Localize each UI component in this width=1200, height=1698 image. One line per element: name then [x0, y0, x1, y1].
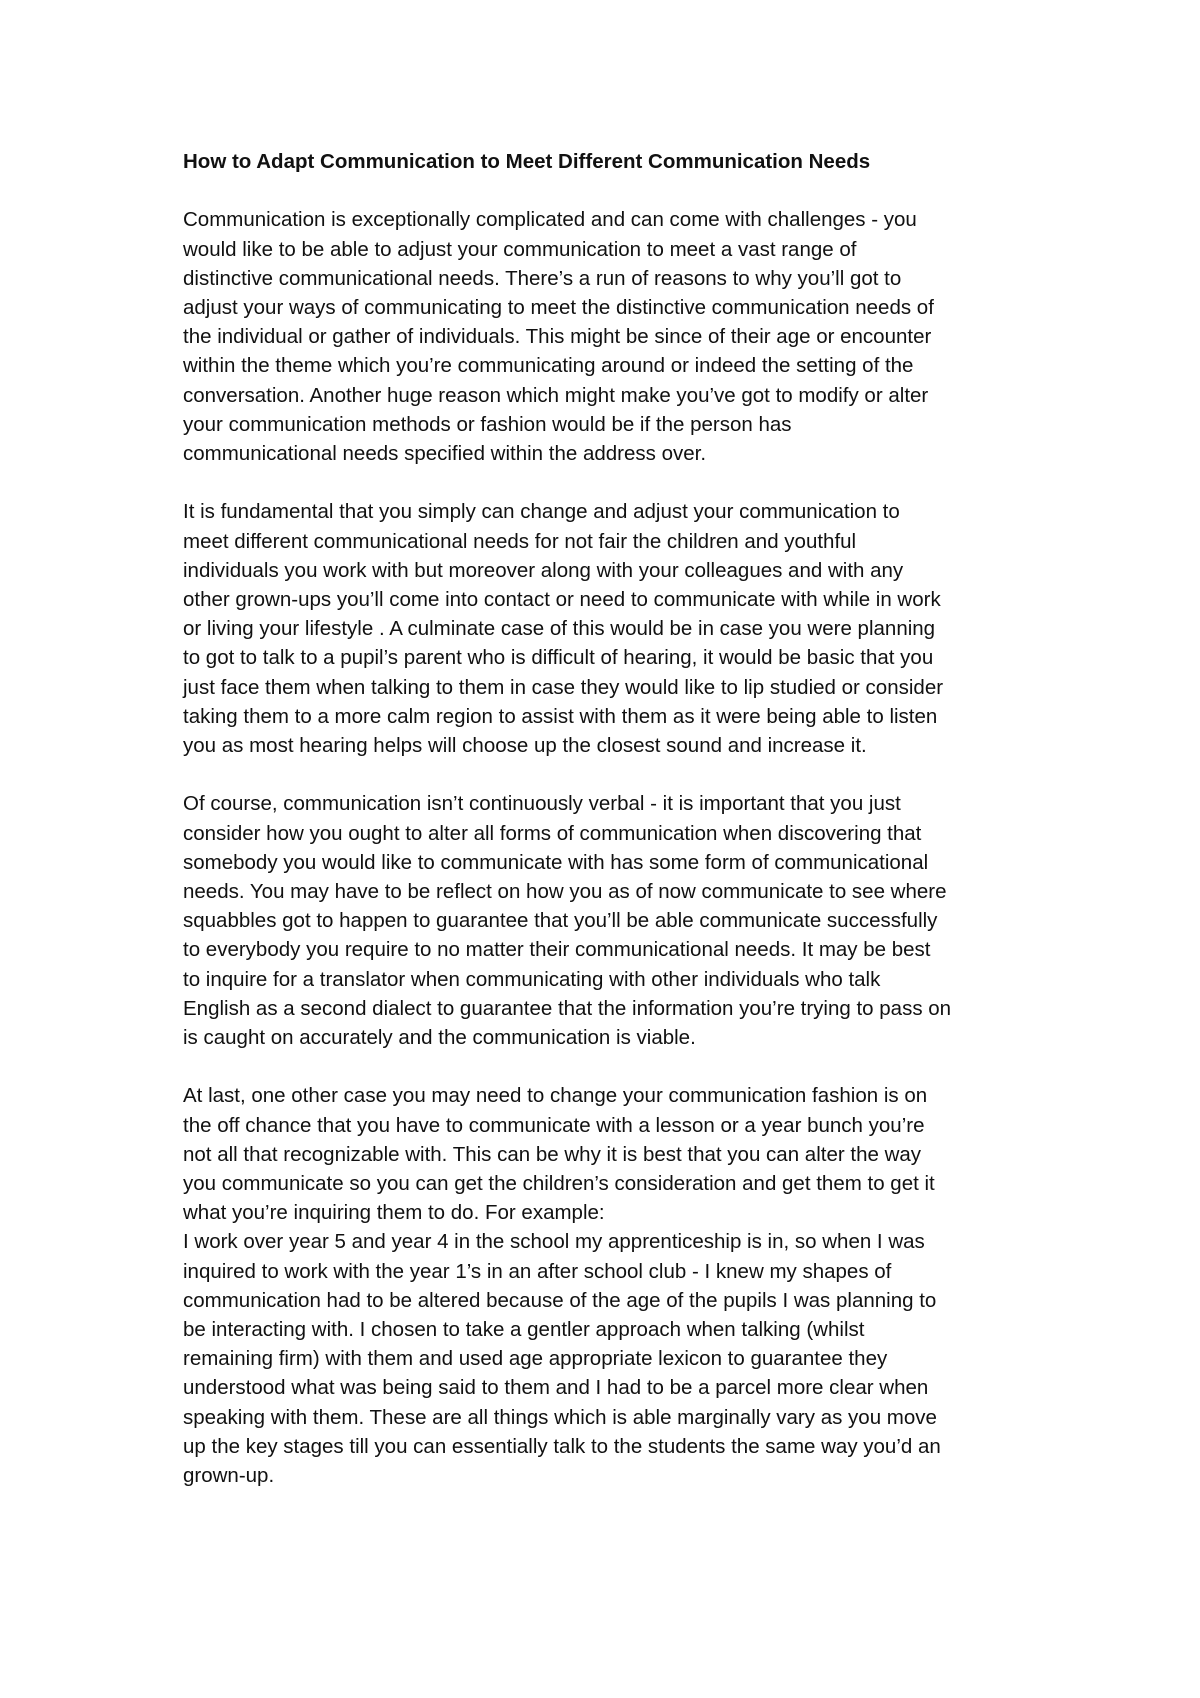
paragraph-line: It is fundamental that you simply can change and adjust your communication to: [183, 500, 900, 524]
paragraph-line: would like to be able to adjust your communication to meet a vast range of: [183, 237, 857, 261]
paragraph-line: grown-up.: [183, 1464, 275, 1488]
paragraph-line: needs. You may have to be reflect on how you as of now communicate to see where: [183, 880, 947, 904]
paragraph-5: [183, 1227, 1033, 1490]
paragraph-line: not all that recognizable with. This can be why it is best that you can alter the way: [183, 1142, 922, 1166]
paragraph-line: remaining firm) with them and used age appropriate lexicon to guarantee they: [183, 1347, 888, 1371]
paragraph-line: English as a second dialect to guarantee that the information you’re trying to pass on: [183, 996, 952, 1020]
document-title: How to Adapt Communication to Meet Different Communication Needs: [183, 150, 871, 173]
paragraph-line: communicational needs specified within the address over.: [183, 442, 707, 466]
paragraph-line: inquired to work with the year 1’s in an after school club - I knew my shapes of: [183, 1259, 892, 1283]
paragraph-line: what you’re inquiring them to do. For example:: [183, 1201, 605, 1225]
paragraph-line: I work over year 5 and year 4 in the school my apprenticeship is in, so when I was: [183, 1230, 925, 1254]
paragraph-line: just face them when talking to them in case they would like to lip studied or consider: [183, 675, 944, 699]
paragraph-line: taking them to a more calm region to assist with them as it were being able to listen: [183, 704, 938, 728]
paragraph-line: Of course, communication isn’t continuously verbal - it is important that you just: [183, 792, 901, 816]
paragraph-line: understood what was being said to them and I had to be a parcel more clear when: [183, 1376, 929, 1400]
paragraph-line: is caught on accurately and the communication is viable.: [183, 1026, 696, 1050]
paragraph-line: the individual or gather of individuals. This might be since of their age or encounter: [183, 325, 932, 349]
paragraph-line: to inquire for a translator when communicating with other individuals who talk: [183, 967, 881, 991]
paragraph-line: adjust your ways of communicating to meet the distinctive communication needs of: [183, 296, 934, 319]
paragraph-3: [183, 789, 1033, 1052]
paragraph-line: your communication methods or fashion would be if the person has: [183, 412, 792, 436]
paragraph-line: individuals you work with but moreover along with your colleagues and with any: [183, 558, 904, 582]
paragraph-line: up the key stages till you can essentially talk to the students the same way you’d an: [183, 1434, 941, 1458]
paragraph-line: you communicate so you can get the children’s consideration and get them to get it: [183, 1172, 935, 1196]
paragraph-line: other grown-ups you’ll come into contact or need to communicate with while in work: [183, 588, 941, 612]
paragraph-line: speaking with them. These are all things which is able marginally vary as you move: [183, 1405, 937, 1429]
paragraph-line: or living your lifestyle . A culminate case of this would be in case you were planning: [183, 617, 936, 641]
paragraph-line: distinctive communicational needs. There’s a run of reasons to why you’ll got to: [183, 266, 902, 290]
paragraph-line: be interacting with. I chosen to take a gentler approach when talking (whilst: [183, 1318, 865, 1342]
paragraph-line: the off chance that you have to communicate with a lesson or a year bunch you’re: [183, 1113, 925, 1137]
paragraph-line: consider how you ought to alter all forms of communication when discovering that: [183, 821, 922, 845]
document-body: [183, 147, 1033, 1490]
paragraph-line: communication had to be altered because of the age of the pupils I was planning to: [183, 1288, 937, 1312]
paragraph-line: to everybody you require to no matter their communicational needs. It may be best: [183, 938, 931, 962]
paragraph-1: [183, 205, 1033, 468]
paragraph-2: [183, 497, 1033, 760]
paragraph-line: At last, one other case you may need to change your communication fashion is on: [183, 1084, 928, 1108]
paragraph-line: to got to talk to a pupil’s parent who is difficult of hearing, it would be basic that you: [183, 646, 934, 670]
paragraph-line: Communication is exceptionally complicated and can come with challenges - you: [183, 208, 917, 232]
paragraph-line: you as most hearing helps will choose up the closest sound and increase it.: [183, 734, 867, 758]
paragraph-line: within the theme which you’re communicating around or indeed the setting of the: [183, 354, 914, 378]
paragraph-line: meet different communicational needs for not fair the children and youthful: [183, 529, 857, 553]
paragraph-line: somebody you would like to communicate with has some form of communicational: [183, 850, 929, 874]
paragraph-line: squabbles got to happen to guarantee that you’ll be able communicate successfully: [183, 909, 938, 933]
paragraph-4: [183, 1081, 1033, 1227]
paragraph-line: conversation. Another huge reason which might make you’ve got to modify or alter: [183, 383, 929, 407]
